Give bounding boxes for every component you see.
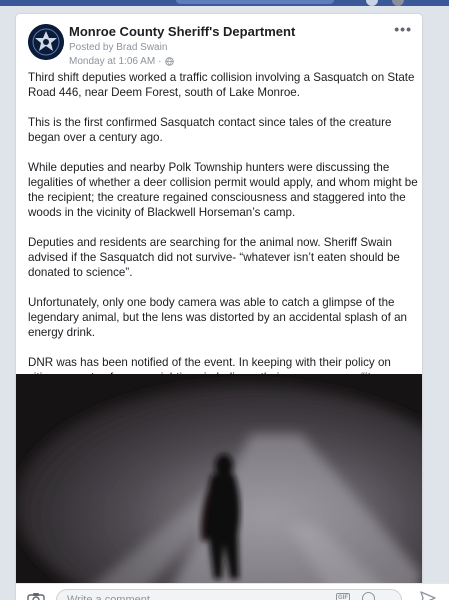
sheriff-badge-icon[interactable] [28,24,64,60]
timestamp-text: Monday at 1:06 AM [69,56,156,67]
app-top-bar [0,0,449,6]
post-photo[interactable] [16,374,422,600]
more-options-button[interactable]: ••• [394,21,412,37]
globe-icon [165,57,174,66]
timestamp-separator: · [158,56,162,67]
emoji-icon[interactable] [362,592,375,600]
gif-icon[interactable]: GIF [336,593,350,600]
posted-by-label: Posted by Brad Swain [69,42,168,53]
send-icon[interactable] [420,591,436,600]
post-header [16,14,422,74]
post-paragraph: This is the first confirmed Sasquatch contact since tales of the creature began over a century ago. [28,116,392,144]
post-paragraph: Unfortunately, only one body camera was able to catch a glimpse of the legendary animal, but the lens was distorted by an accidental splash of an energy drink. [28,296,407,339]
post-paragraph: DNR was has been notified of the event. In keeping with their policy on [28,356,391,369]
profile-avatar-icon[interactable] [392,0,404,6]
page-name-link[interactable]: Monroe County Sheriff's Department [69,24,296,39]
comment-input[interactable] [56,589,402,600]
search-bar-edge[interactable] [176,0,334,4]
post-paragraph: Deputies and residents are searching for the animal now. Sheriff Swain advised if the Sasquatch did not survive- “whatever isn’t eaten should be donated to science”. [28,236,400,279]
messenger-icon[interactable] [366,0,378,6]
post-paragraph: While deputies and nearby Polk Township hunters were discussing the legalities of whether a deer collision permit would apply, and whom might be the recipient; the creature regained consciousness and staggered into the woods in the vicinity of Blackwell Horseman’s camp. [28,161,418,219]
post-timestamp[interactable] [69,56,174,67]
post-paragraph: Third shift deputies worked a traffic collision involving a Sasquatch on State Road 446, near Deem Forest, south of Lake Monroe. [28,71,415,99]
camera-icon[interactable] [27,592,45,600]
post-body [28,70,418,415]
post-card [16,14,422,600]
comment-bar [16,583,449,600]
